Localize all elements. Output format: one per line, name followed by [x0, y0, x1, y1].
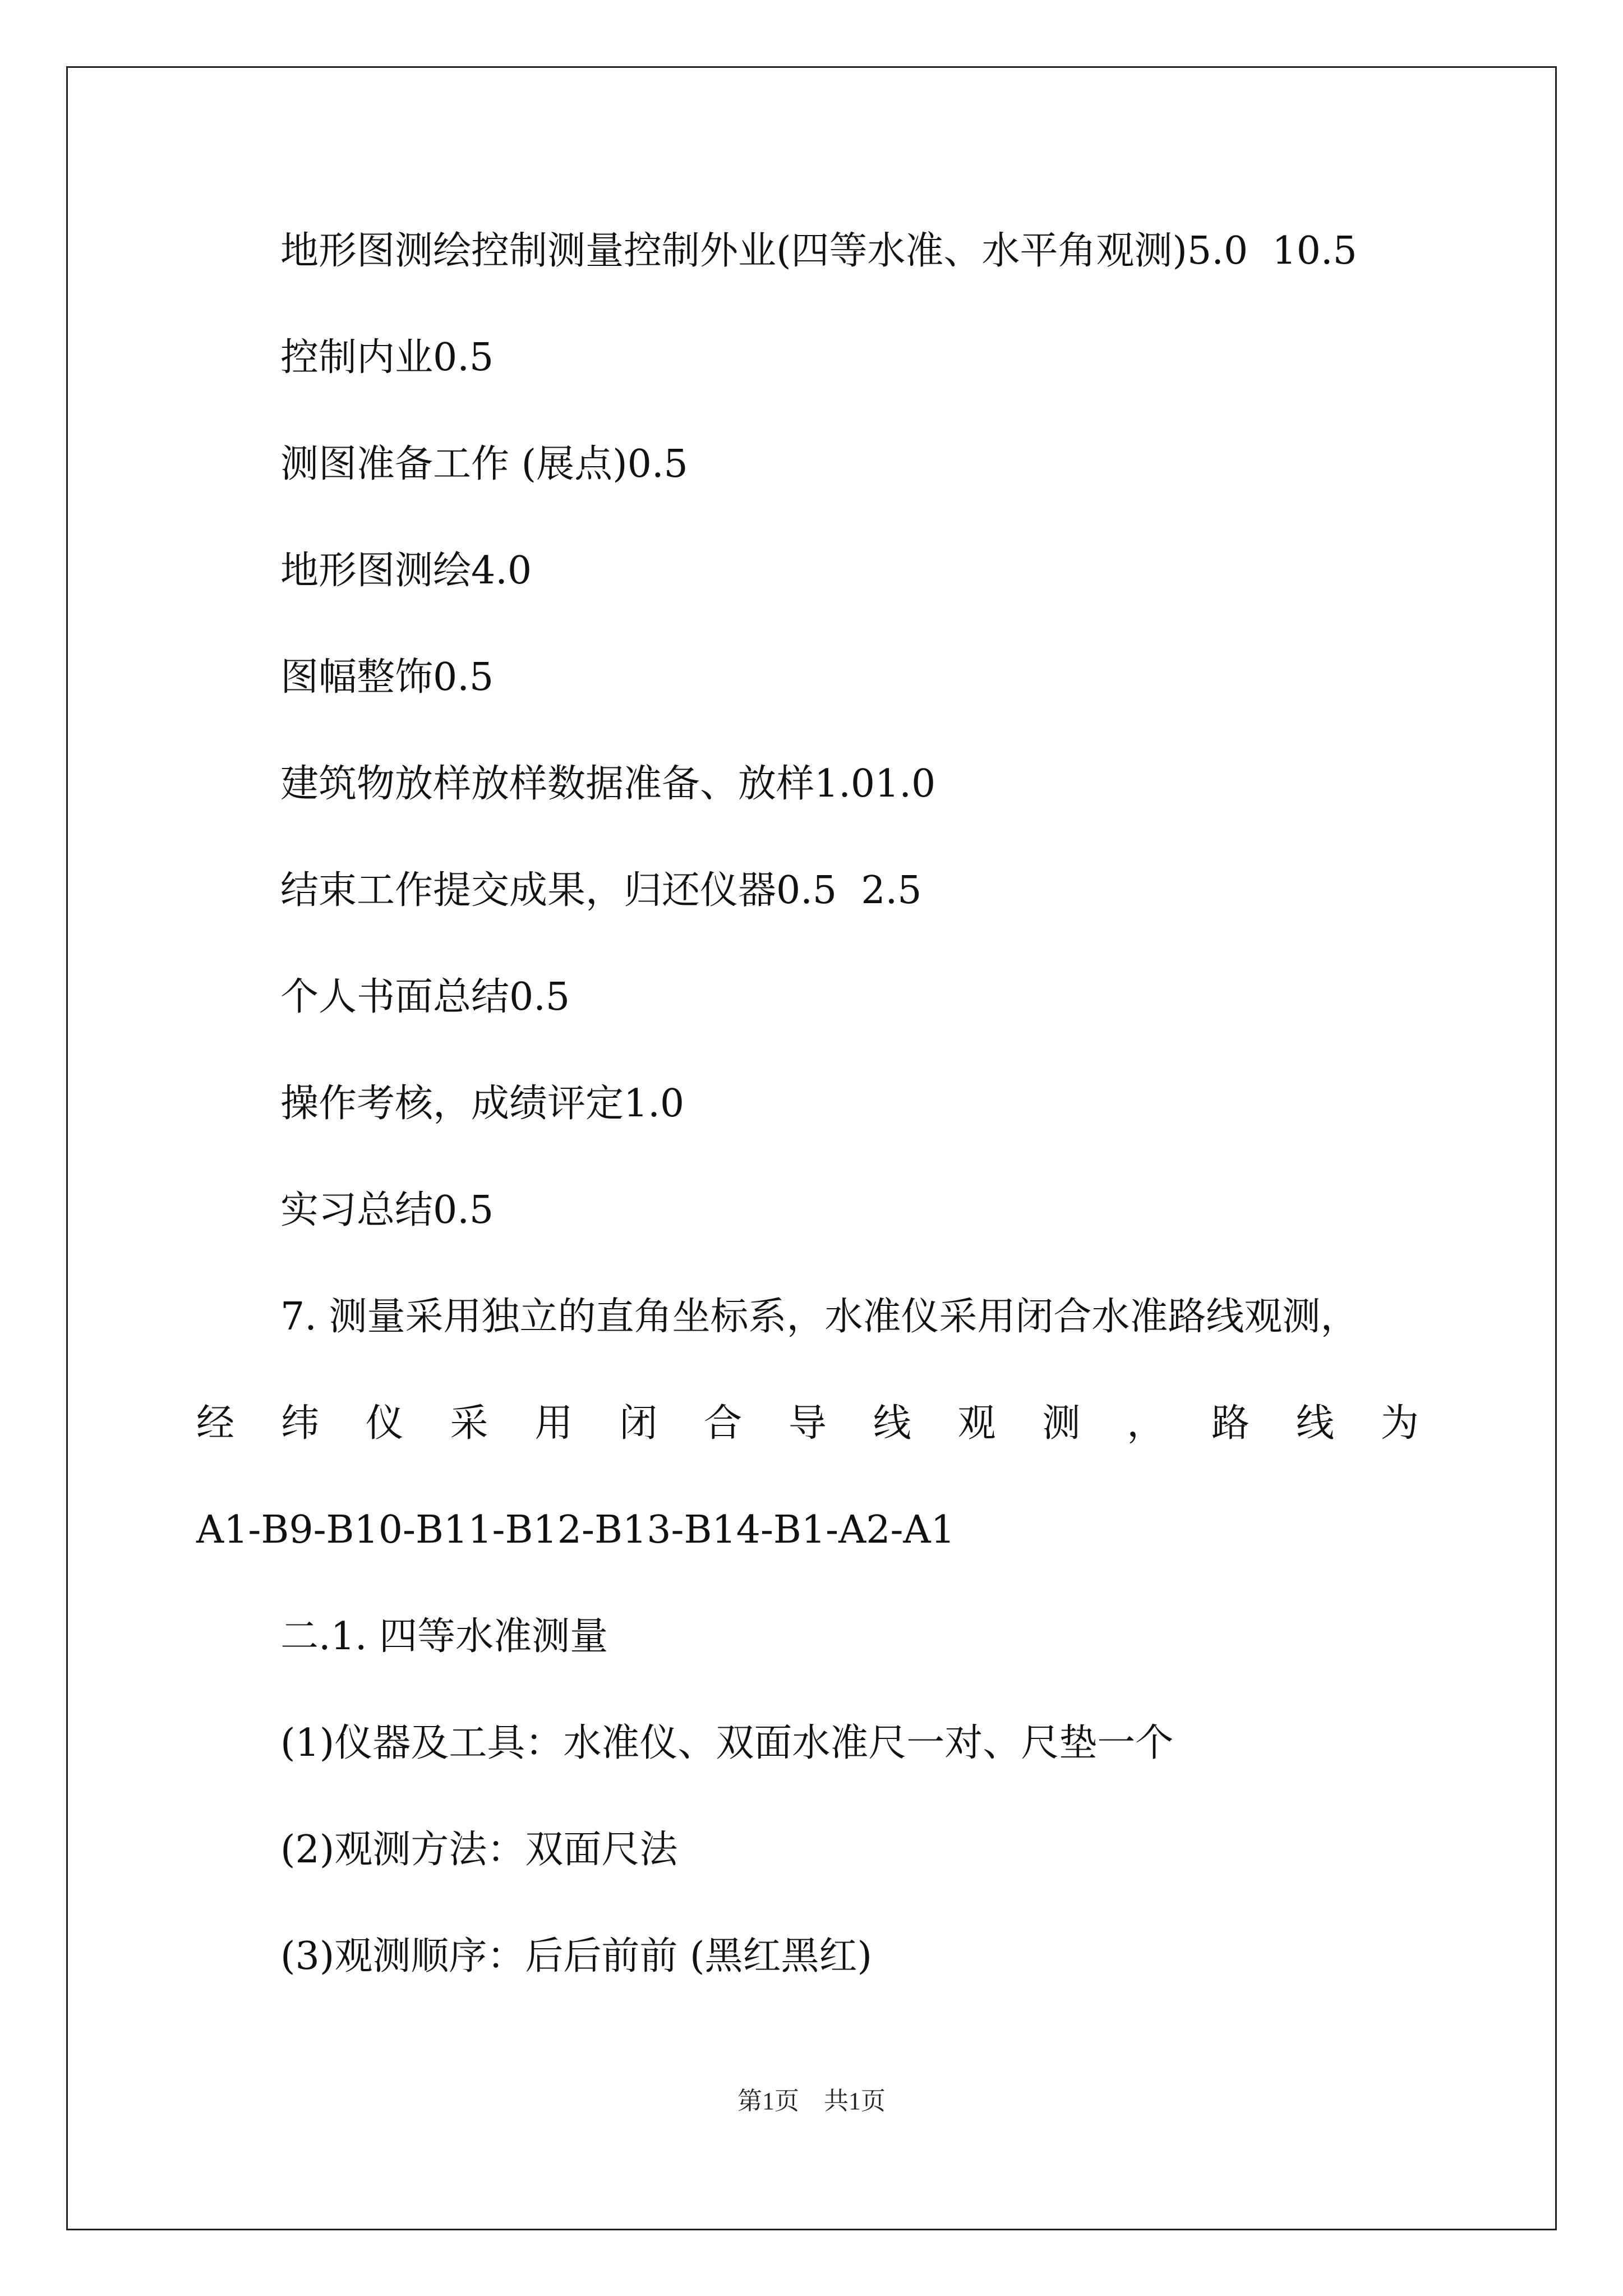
text-line-3: 测图准备工作 (展点)0.5 [280, 442, 688, 486]
text-line-9: 操作考核，成绩评定1.0 [280, 1082, 685, 1126]
text-line-12-justified [196, 1401, 1419, 1446]
char: 线 [873, 1401, 911, 1446]
char: 采 [450, 1401, 488, 1446]
char: 闭 [619, 1401, 658, 1446]
char: 线 [1295, 1401, 1334, 1446]
char: 经 [196, 1401, 235, 1446]
char: 纬 [280, 1401, 319, 1446]
text-line-5: 图幅整饰0.5 [280, 655, 494, 700]
text-line-17: (3)观测顺序：后后前前 (黑红黑红) [280, 1934, 872, 1978]
char: 路 [1211, 1401, 1250, 1446]
text-line-2: 控制内业0.5 [280, 335, 494, 380]
text-line-11: 7. 测量采用独立的直角坐标系，水准仪采用闭合水准路线观测， [280, 1295, 1359, 1339]
char: 为 [1380, 1401, 1419, 1446]
text-line-4: 地形图测绘4.0 [280, 549, 532, 593]
text-line-1: 地形图测绘控制测量控制外业(四等水准、水平角观测)5.0 10.5 [280, 229, 1357, 273]
text-line-6: 建筑物放样放样数据准备、放样1.01.0 [280, 762, 936, 806]
char: 导 [788, 1401, 827, 1446]
char: ， [1127, 1401, 1165, 1446]
text-line-8: 个人书面总结0.5 [280, 975, 570, 1019]
char: 仪 [365, 1401, 404, 1446]
text-line-14-heading: 二.1. 四等水准测量 [280, 1614, 608, 1659]
text-line-10: 实习总结0.5 [280, 1188, 494, 1232]
text-line-16: (2)观测方法：双面尺法 [280, 1828, 678, 1872]
char: 观 [957, 1401, 996, 1446]
char: 测 [1042, 1401, 1081, 1446]
text-line-15: (1)仪器及工具：水准仪、双面水准尺一对、尺垫一个 [280, 1721, 1174, 1765]
text-line-13: A1-B9-B10-B11-B12-B13-B14-B1-A2-A1 [196, 1508, 955, 1552]
char: 用 [534, 1401, 573, 1446]
char: 合 [704, 1401, 743, 1446]
text-line-7: 结束工作提交成果，归还仪器0.5 2.5 [280, 868, 922, 913]
page-border [66, 66, 1557, 2230]
page-footer: 第1页 共1页 [737, 2087, 886, 2115]
